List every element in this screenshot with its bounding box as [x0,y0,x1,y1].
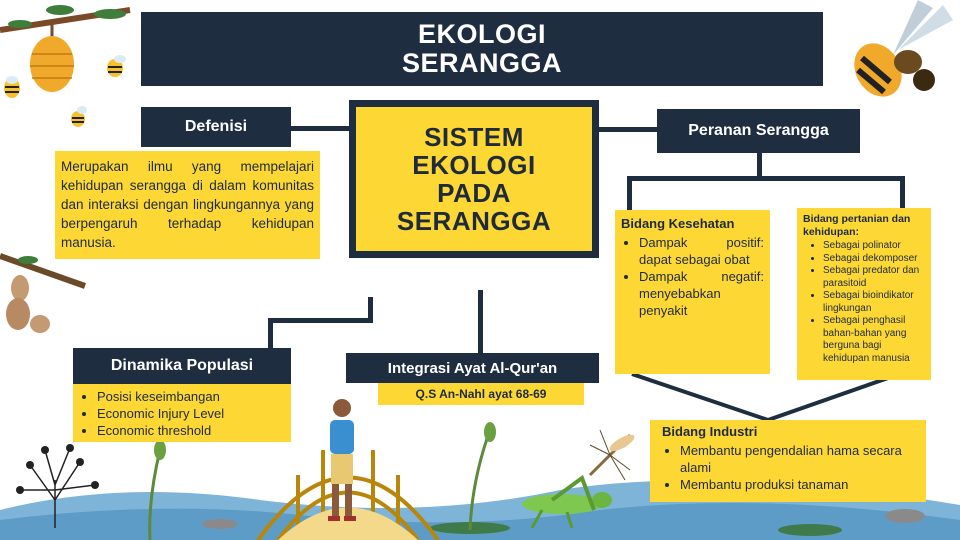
integrasi-sub: Q.S An-Nahl ayat 68-69 [378,383,584,405]
list-item: • Membantu produksi tanaman [680,476,914,493]
center-node-line: SISTEM [424,122,524,152]
connector-line [268,318,273,348]
mosquito-icon [580,425,640,485]
person-icon [322,398,362,523]
bee-icon [848,0,960,112]
center-node-line: SERANGGA [396,206,552,236]
list-item: • Posisi keseimbangan [97,388,285,405]
main-title-line: SERANGGA [401,48,562,78]
bee-icon [102,52,128,80]
reed-icon [120,440,180,540]
list-item: • Economic threshold [97,422,285,439]
defenisi-text: Merupakan ilmu yang mempelajari kehidupan serangga di dalam komunitas dan interaksi dengan lingkungannya yang berpengaruh terhadap kehidupan manusia. [55,151,320,259]
pertanian-title: Bidang pertanian dan kehidupan: [803,213,911,238]
list-item: • Sebagai bioindikator lingkungan [823,290,925,315]
connector-line [757,153,762,178]
connector-line [900,176,905,208]
list-item: • Dampak negatif: menyebabkan penyakit [639,268,764,319]
kesehatan-box [615,210,770,374]
bee-icon [0,72,24,102]
dinamika-box [73,384,291,442]
reed-icon [440,420,500,530]
center-node-line: EKOLOGI [412,150,536,180]
connector-line [627,176,905,181]
industri-list [662,442,914,493]
list-item: • Dampak positif: dapat sebagai obat [639,234,764,268]
cocoon-icon [0,246,85,346]
connector-line [627,176,632,210]
kesehatan-title: Bidang Kesehatan [621,216,735,231]
plant-icon [0,440,110,530]
center-node-line: PADA [437,178,511,208]
integrasi-label: Integrasi Ayat Al-Qur'an [346,353,599,383]
connector-line [268,318,373,323]
kesehatan-list [621,234,764,319]
pertanian-box [797,208,931,380]
defenisi-label: Defenisi [141,107,291,147]
dinamika-label: Dinamika Populasi [73,348,291,384]
bee-icon [66,104,90,130]
peranan-label: Peranan Serangga [657,109,860,153]
pertanian-list [803,240,925,365]
center-node [349,100,599,258]
list-item: • Economic Injury Level [97,405,285,422]
connector-line [478,290,483,353]
list-item: • Sebagai penghasil bahan-bahan yang berguna bagi kehidupan manusia [823,315,925,365]
list-item: • Sebagai predator dan parasitoid [823,265,925,290]
list-item: • Sebagai dekomposer [823,253,925,266]
dinamika-list [79,388,285,439]
list-item: • Membantu pengendalian hama secara alami [680,442,914,476]
list-item: • Sebagai polinator [823,240,925,253]
main-title [141,12,823,86]
industri-box [650,420,926,502]
connector-line [291,126,349,131]
industri-title: Bidang Industri [662,424,758,439]
main-title-line: EKOLOGI [417,19,546,49]
connector-line [599,127,657,132]
